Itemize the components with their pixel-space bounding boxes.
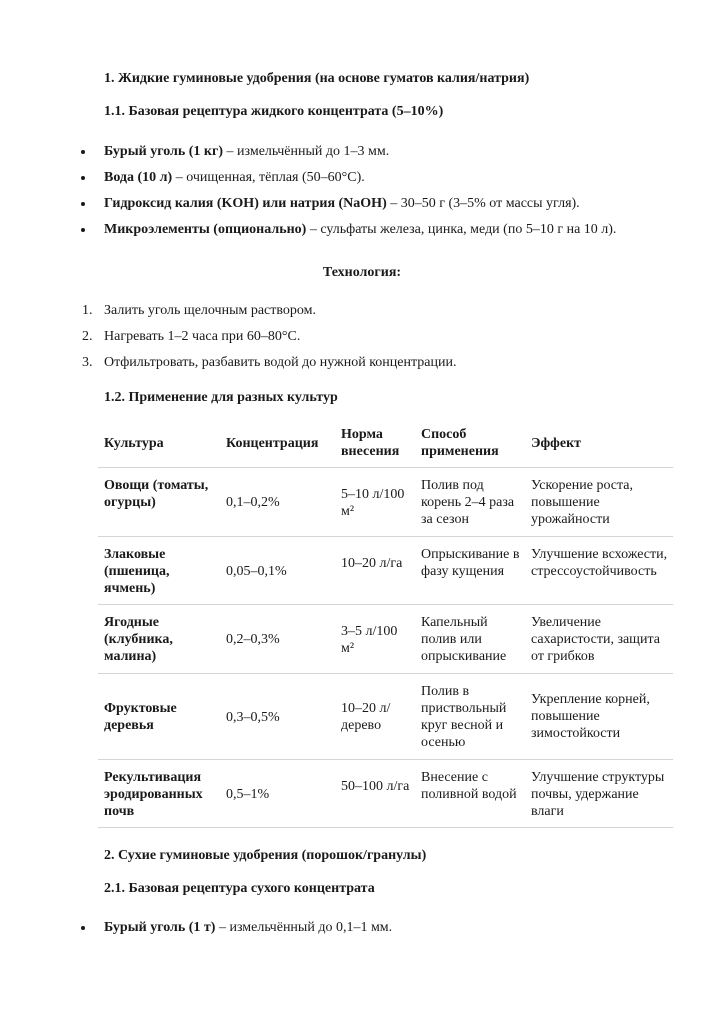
step-number: 3.	[82, 355, 93, 370]
ingredient-name: Вода (10 л)	[104, 170, 173, 185]
table-divider	[98, 827, 673, 828]
table-header: Норма внесения	[341, 427, 400, 459]
method-cell: Капельный полив или опрыскивание	[421, 615, 507, 664]
method-cell: Полив под корень 2–4 раза за сезон	[421, 478, 515, 527]
table-header: Концентрация	[226, 436, 319, 451]
bullet-icon	[81, 176, 85, 180]
ingredient-desc: – измельчённый до 0,1–1 мм.	[215, 920, 393, 935]
culture-cell: Рекультивация эродированных почв	[104, 770, 203, 819]
ingredient-name: Бурый уголь (1 т)	[104, 920, 216, 935]
method-cell: Внесение с поливной водой	[421, 770, 517, 802]
technology-heading: Технология:	[322, 265, 402, 280]
subsection-heading: 2.1. Базовая рецептура сухого концентрата	[104, 881, 375, 896]
table-header: Эффект	[531, 436, 582, 451]
table-divider	[98, 467, 673, 468]
table-divider	[98, 536, 673, 537]
section-heading: 1. Жидкие гуминовые удобрения (на основе гуматов калия/натрия)	[104, 71, 530, 86]
concentration-cell: 0,2–0,3%	[226, 632, 280, 647]
rate-cell: 5–10 л/100 м²	[341, 487, 405, 519]
concentration-cell: 0,3–0,5%	[226, 710, 280, 725]
effect-cell: Увеличение сахаристости, защита от грибков	[531, 615, 660, 664]
step-number: 1.	[82, 303, 93, 318]
step-number: 2.	[82, 329, 93, 344]
table-header: Способ применения	[421, 427, 499, 459]
effect-cell: Укрепление корней, повышение зимостойкости	[531, 692, 650, 741]
ingredient-desc: – сульфаты железа, цинка, меди (по 5–10 г на 10 л).	[306, 222, 617, 237]
culture-cell: Ягодные (клубника, малина)	[104, 615, 173, 664]
concentration-cell: 0,1–0,2%	[226, 495, 280, 510]
step-text: Залить уголь щелочным раствором.	[104, 303, 316, 318]
bullet-icon	[81, 150, 85, 154]
table-divider	[98, 604, 673, 605]
culture-cell: Фруктовые деревья	[104, 701, 177, 733]
table-divider	[98, 673, 673, 674]
rate-cell: 10–20 л/га	[341, 556, 403, 571]
table-divider	[98, 759, 673, 760]
bullet-icon	[81, 202, 85, 206]
ingredient-name: Микроэлементы (опционально)	[104, 222, 307, 237]
step-text: Нагревать 1–2 часа при 60–80°C.	[104, 329, 301, 344]
concentration-cell: 0,05–0,1%	[226, 564, 287, 579]
ingredient-desc: – очищенная, тёплая (50–60°C).	[172, 170, 365, 185]
effect-cell: Ускорение роста, повышение урожайности	[531, 478, 634, 527]
ingredient-desc: – 30–50 г (3–5% от массы угля).	[386, 196, 580, 211]
method-cell: Полив в приствольный круг весной и осенью	[421, 684, 507, 750]
ingredient-name: Бурый уголь (1 кг)	[104, 144, 224, 159]
effect-cell: Улучшение структуры почвы, удержание влаги	[531, 770, 665, 819]
rate-cell: 10–20 л/дерево	[341, 701, 391, 733]
effect-cell: Улучшение всхожести, стрессоустойчивость	[531, 547, 668, 579]
rate-cell: 50–100 л/га	[341, 779, 410, 794]
bullet-icon	[81, 228, 85, 232]
subsection-heading: 1.1. Базовая рецептура жидкого концентрата (5–10%)	[104, 104, 444, 119]
bullet-icon	[81, 926, 85, 930]
application-heading: 1.2. Применение для разных культур	[104, 390, 338, 405]
step-text: Отфильтровать, разбавить водой до нужной концентрации.	[104, 355, 457, 370]
concentration-cell: 0,5–1%	[226, 787, 270, 802]
table-header: Культура	[104, 436, 164, 451]
section-heading: 2. Сухие гуминовые удобрения (порошок/гранулы)	[104, 848, 427, 863]
rate-cell: 3–5 л/100 м²	[341, 624, 398, 656]
culture-cell: Овощи (томаты, огурцы)	[104, 478, 209, 510]
culture-cell: Злаковые (пшеница, ячмень)	[104, 547, 170, 596]
ingredient-desc: – измельчённый до 1–3 мм.	[223, 144, 390, 159]
ingredient-name: Гидроксид калия (KOH) или натрия (NaOH)	[104, 196, 387, 211]
method-cell: Опрыскивание в фазу кущения	[421, 547, 520, 579]
